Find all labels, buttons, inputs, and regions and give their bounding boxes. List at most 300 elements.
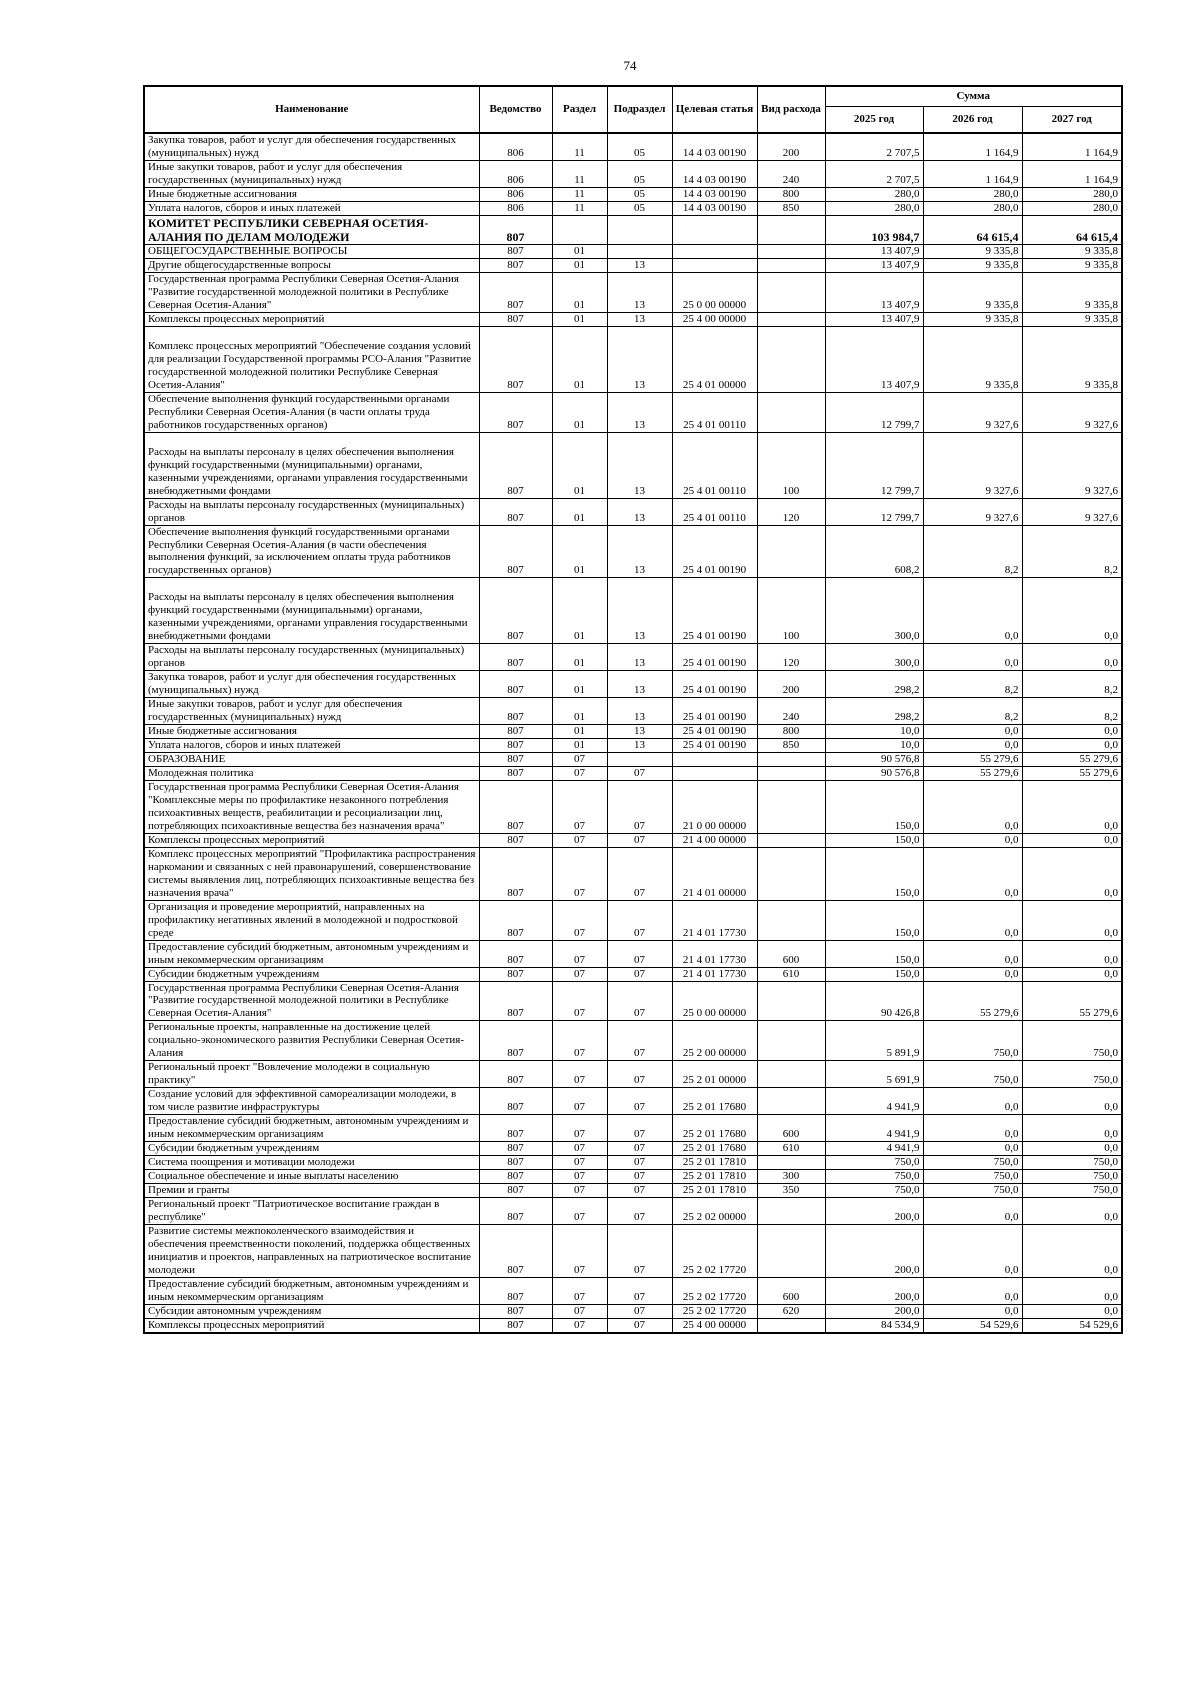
row-name: Иные закупки товаров, работ и услуг для обеспечения государственных (муниципальных) нужд xyxy=(144,160,479,187)
row-section: 01 xyxy=(552,498,607,525)
page-number: 74 xyxy=(623,58,637,73)
row-section: 11 xyxy=(552,160,607,187)
row-expense-type: 200 xyxy=(757,133,825,160)
row-name: Региональный проект "Патриотическое воспитание граждан в республике" xyxy=(144,1198,479,1225)
row-sum-2025: 298,2 xyxy=(825,698,923,725)
row-subsection: 13 xyxy=(607,392,672,432)
row-section: 01 xyxy=(552,739,607,753)
row-ministry: 807 xyxy=(479,1142,552,1156)
row-subsection: 07 xyxy=(607,1156,672,1170)
row-ministry: 807 xyxy=(479,833,552,847)
table-row xyxy=(144,725,1122,739)
row-expense-type xyxy=(757,326,825,392)
row-sum-2025: 150,0 xyxy=(825,940,923,967)
row-name: Комплекс процессных мероприятий "Профилактика распространения наркомании и связанных с ней правонарушений, совершенствование системы выявления лиц, потребляющих психоактивные вещества без назначения врача" xyxy=(144,847,479,900)
row-name: Молодежная политика xyxy=(144,767,479,781)
row-sum-2027: 9 327,6 xyxy=(1022,432,1122,498)
row-name: Обеспечение выполнения функций государственными органами Республики Северная Осетия-Алания (в части обеспечения выполнения функций, за исключением оплаты труда работников государственных органов) xyxy=(144,525,479,578)
row-ministry: 807 xyxy=(479,1198,552,1225)
row-subsection: 07 xyxy=(607,1224,672,1277)
row-target: 25 4 01 00190 xyxy=(672,578,757,644)
table-row xyxy=(144,671,1122,698)
row-ministry: 807 xyxy=(479,940,552,967)
row-sum-2026: 8,2 xyxy=(923,671,1022,698)
row-expense-type xyxy=(757,312,825,326)
row-expense-type xyxy=(757,245,825,259)
row-sum-2027: 0,0 xyxy=(1022,1088,1122,1115)
row-expense-type xyxy=(757,833,825,847)
row-sum-2027: 280,0 xyxy=(1022,201,1122,215)
row-sum-2026: 54 529,6 xyxy=(923,1318,1022,1332)
row-sum-2027: 64 615,4 xyxy=(1022,215,1122,244)
row-ministry: 807 xyxy=(479,847,552,900)
row-target xyxy=(672,753,757,767)
row-section: 11 xyxy=(552,201,607,215)
row-sum-2025: 13 407,9 xyxy=(825,259,923,273)
row-target: 21 0 00 00000 xyxy=(672,780,757,833)
row-sum-2026: 0,0 xyxy=(923,1198,1022,1225)
row-section: 07 xyxy=(552,1184,607,1198)
row-name: Субсидии автономным учреждениям xyxy=(144,1304,479,1318)
row-sum-2027: 0,0 xyxy=(1022,1142,1122,1156)
row-sum-2026: 280,0 xyxy=(923,201,1022,215)
row-subsection: 07 xyxy=(607,847,672,900)
row-subsection: 13 xyxy=(607,698,672,725)
row-target: 25 2 02 00000 xyxy=(672,1198,757,1225)
row-target: 25 4 00 00000 xyxy=(672,312,757,326)
row-sum-2025: 12 799,7 xyxy=(825,432,923,498)
table-row xyxy=(144,940,1122,967)
row-target: 25 4 01 00190 xyxy=(672,525,757,578)
table-row xyxy=(144,525,1122,578)
row-sum-2027: 0,0 xyxy=(1022,1304,1122,1318)
row-sum-2025: 103 984,7 xyxy=(825,215,923,244)
row-target: 14 4 03 00190 xyxy=(672,201,757,215)
table-row xyxy=(144,312,1122,326)
row-ministry: 807 xyxy=(479,753,552,767)
row-sum-2025: 200,0 xyxy=(825,1198,923,1225)
row-name: Региональные проекты, направленные на достижение целей социально-экономического развития Республики Северная Осетия-Алания xyxy=(144,1021,479,1061)
row-sum-2027: 55 279,6 xyxy=(1022,753,1122,767)
row-sum-2027: 9 335,8 xyxy=(1022,312,1122,326)
row-sum-2026: 0,0 xyxy=(923,1304,1022,1318)
row-expense-type xyxy=(757,767,825,781)
row-name: Субсидии бюджетным учреждениям xyxy=(144,1142,479,1156)
table-row xyxy=(144,1088,1122,1115)
row-ministry: 806 xyxy=(479,201,552,215)
row-sum-2025: 200,0 xyxy=(825,1224,923,1277)
row-name: Государственная программа Республики Северная Осетия-Алания "Развитие государственной молодежной политики в Республике Северная Осетия-Алания" xyxy=(144,981,479,1021)
row-sum-2026: 0,0 xyxy=(923,900,1022,940)
row-subsection: 13 xyxy=(607,273,672,313)
row-sum-2027: 750,0 xyxy=(1022,1170,1122,1184)
table-row xyxy=(144,1021,1122,1061)
row-subsection: 07 xyxy=(607,940,672,967)
row-ministry: 807 xyxy=(479,312,552,326)
table-row xyxy=(144,578,1122,644)
row-ministry: 807 xyxy=(479,273,552,313)
row-ministry: 807 xyxy=(479,1115,552,1142)
row-sum-2026: 9 335,8 xyxy=(923,312,1022,326)
row-name: Система поощрения и мотивации молодежи xyxy=(144,1156,479,1170)
row-sum-2026: 9 335,8 xyxy=(923,259,1022,273)
row-section: 01 xyxy=(552,432,607,498)
row-name: Закупка товаров, работ и услуг для обеспечения государственных (муниципальных) нужд xyxy=(144,671,479,698)
row-target: 21 4 01 17730 xyxy=(672,967,757,981)
row-ministry: 807 xyxy=(479,698,552,725)
row-section: 07 xyxy=(552,1021,607,1061)
row-sum-2027: 55 279,6 xyxy=(1022,767,1122,781)
row-name: Расходы на выплаты персоналу государственных (муниципальных) органов xyxy=(144,644,479,671)
row-name: Развитие системы межпоколенческого взаимодействия и обеспечения преемственности поколений, поддержка общественных инициатив и проектов, направленных на патриотическое воспитание молодежи xyxy=(144,1224,479,1277)
row-ministry: 807 xyxy=(479,1061,552,1088)
table-row xyxy=(144,259,1122,273)
row-sum-2027: 0,0 xyxy=(1022,725,1122,739)
row-name: Иные бюджетные ассигнования xyxy=(144,725,479,739)
row-subsection: 05 xyxy=(607,160,672,187)
row-sum-2026: 1 164,9 xyxy=(923,160,1022,187)
row-sum-2025: 280,0 xyxy=(825,201,923,215)
row-section: 07 xyxy=(552,1142,607,1156)
row-sum-2027: 0,0 xyxy=(1022,847,1122,900)
row-target: 25 4 01 00190 xyxy=(672,739,757,753)
row-target xyxy=(672,259,757,273)
row-target: 25 2 01 17680 xyxy=(672,1115,757,1142)
row-ministry: 807 xyxy=(479,1088,552,1115)
row-expense-type xyxy=(757,1088,825,1115)
row-sum-2025: 2 707,5 xyxy=(825,133,923,160)
row-expense-type: 800 xyxy=(757,725,825,739)
header-target: Целевая статья xyxy=(672,86,757,133)
row-sum-2027: 1 164,9 xyxy=(1022,133,1122,160)
row-subsection: 07 xyxy=(607,1021,672,1061)
row-section: 07 xyxy=(552,1277,607,1304)
table-row xyxy=(144,245,1122,259)
row-subsection: 07 xyxy=(607,1061,672,1088)
row-sum-2026: 0,0 xyxy=(923,833,1022,847)
table-row xyxy=(144,1198,1122,1225)
row-subsection xyxy=(607,245,672,259)
row-expense-type xyxy=(757,1021,825,1061)
row-sum-2026: 750,0 xyxy=(923,1184,1022,1198)
row-sum-2026: 0,0 xyxy=(923,1224,1022,1277)
row-name: КОМИТЕТ РЕСПУБЛИКИ СЕВЕРНАЯ ОСЕТИЯ-АЛАНИЯ ПО ДЕЛАМ МОЛОДЕЖИ xyxy=(144,215,479,244)
row-section: 07 xyxy=(552,1198,607,1225)
row-sum-2027: 8,2 xyxy=(1022,671,1122,698)
row-target: 25 4 01 00190 xyxy=(672,725,757,739)
table-row xyxy=(144,201,1122,215)
row-sum-2025: 300,0 xyxy=(825,578,923,644)
row-target: 21 4 01 00000 xyxy=(672,847,757,900)
table-row xyxy=(144,753,1122,767)
row-expense-type: 200 xyxy=(757,671,825,698)
row-ministry: 807 xyxy=(479,215,552,244)
row-section: 07 xyxy=(552,1088,607,1115)
row-subsection: 13 xyxy=(607,498,672,525)
table-row xyxy=(144,215,1122,244)
row-subsection: 07 xyxy=(607,780,672,833)
row-sum-2026: 0,0 xyxy=(923,1088,1022,1115)
row-ministry: 806 xyxy=(479,133,552,160)
row-subsection xyxy=(607,215,672,244)
row-sum-2025: 13 407,9 xyxy=(825,245,923,259)
row-sum-2025: 10,0 xyxy=(825,725,923,739)
row-ministry: 807 xyxy=(479,644,552,671)
row-expense-type xyxy=(757,1061,825,1088)
row-target xyxy=(672,767,757,781)
row-subsection: 13 xyxy=(607,644,672,671)
table-row xyxy=(144,1156,1122,1170)
row-expense-type: 100 xyxy=(757,432,825,498)
row-target: 25 2 01 00000 xyxy=(672,1061,757,1088)
header-section: Раздел xyxy=(552,86,607,133)
row-section: 01 xyxy=(552,525,607,578)
row-sum-2027: 0,0 xyxy=(1022,1224,1122,1277)
row-expense-type xyxy=(757,215,825,244)
row-section: 07 xyxy=(552,847,607,900)
row-sum-2026: 55 279,6 xyxy=(923,753,1022,767)
header-expense-type: Вид расхода xyxy=(757,86,825,133)
table-row xyxy=(144,1170,1122,1184)
row-name: Региональный проект "Вовлечение молодежи в социальную практику" xyxy=(144,1061,479,1088)
row-sum-2025: 84 534,9 xyxy=(825,1318,923,1332)
row-name: Уплата налогов, сборов и иных платежей xyxy=(144,739,479,753)
header-sum: Сумма xyxy=(825,86,1122,107)
row-sum-2027: 0,0 xyxy=(1022,1115,1122,1142)
row-sum-2027: 750,0 xyxy=(1022,1021,1122,1061)
row-section xyxy=(552,215,607,244)
row-section: 07 xyxy=(552,833,607,847)
row-expense-type: 120 xyxy=(757,644,825,671)
row-expense-type xyxy=(757,1318,825,1332)
row-sum-2026: 9 335,8 xyxy=(923,273,1022,313)
row-sum-2027: 9 327,6 xyxy=(1022,392,1122,432)
row-target: 25 2 01 17680 xyxy=(672,1088,757,1115)
row-sum-2025: 13 407,9 xyxy=(825,312,923,326)
table-row xyxy=(144,160,1122,187)
row-sum-2025: 12 799,7 xyxy=(825,392,923,432)
row-sum-2026: 0,0 xyxy=(923,578,1022,644)
row-sum-2026: 750,0 xyxy=(923,1021,1022,1061)
row-sum-2026: 0,0 xyxy=(923,967,1022,981)
row-ministry: 807 xyxy=(479,245,552,259)
table-row xyxy=(144,1115,1122,1142)
row-name: Закупка товаров, работ и услуг для обеспечения государственных (муниципальных) нужд xyxy=(144,133,479,160)
row-section: 07 xyxy=(552,753,607,767)
row-target: 25 2 01 17810 xyxy=(672,1170,757,1184)
row-subsection: 13 xyxy=(607,725,672,739)
row-target: 21 4 01 17730 xyxy=(672,900,757,940)
row-target: 25 4 01 00000 xyxy=(672,326,757,392)
row-sum-2027: 0,0 xyxy=(1022,578,1122,644)
row-name: ОБЩЕГОСУДАРСТВЕННЫЕ ВОПРОСЫ xyxy=(144,245,479,259)
row-sum-2025: 90 576,8 xyxy=(825,767,923,781)
row-section: 11 xyxy=(552,187,607,201)
row-expense-type xyxy=(757,981,825,1021)
table-row xyxy=(144,1224,1122,1277)
row-target: 25 4 01 00110 xyxy=(672,432,757,498)
row-expense-type: 100 xyxy=(757,578,825,644)
row-expense-type xyxy=(757,1224,825,1277)
row-target: 25 2 01 17810 xyxy=(672,1156,757,1170)
row-expense-type xyxy=(757,753,825,767)
row-target: 25 4 01 00190 xyxy=(672,698,757,725)
row-target: 14 4 03 00190 xyxy=(672,160,757,187)
row-expense-type: 850 xyxy=(757,739,825,753)
row-sum-2025: 10,0 xyxy=(825,739,923,753)
row-sum-2025: 13 407,9 xyxy=(825,273,923,313)
row-subsection: 13 xyxy=(607,739,672,753)
row-sum-2027: 750,0 xyxy=(1022,1184,1122,1198)
row-name: Расходы на выплаты персоналу государственных (муниципальных) органов xyxy=(144,498,479,525)
row-sum-2027: 55 279,6 xyxy=(1022,981,1122,1021)
row-sum-2026: 9 327,6 xyxy=(923,392,1022,432)
row-ministry: 807 xyxy=(479,1170,552,1184)
row-sum-2027: 0,0 xyxy=(1022,780,1122,833)
row-sum-2026: 0,0 xyxy=(923,644,1022,671)
row-name: Социальное обеспечение и иные выплаты населению xyxy=(144,1170,479,1184)
row-ministry: 807 xyxy=(479,498,552,525)
table-row xyxy=(144,1304,1122,1318)
row-sum-2027: 8,2 xyxy=(1022,525,1122,578)
row-name: Обеспечение выполнения функций государственными органами Республики Северная Осетия-Алания (в части оплаты труда работников государственных органов) xyxy=(144,392,479,432)
table-row xyxy=(144,644,1122,671)
row-expense-type: 600 xyxy=(757,940,825,967)
row-subsection: 13 xyxy=(607,525,672,578)
table-row xyxy=(144,739,1122,753)
row-section: 11 xyxy=(552,133,607,160)
row-target: 25 4 01 00190 xyxy=(672,644,757,671)
row-name: Комплекс процессных мероприятий "Обеспечение создания условий для реализации Государственной программы РСО-Алания "Развитие государственной молодежной политики Республике Северная Осетия-Алания" xyxy=(144,326,479,392)
row-section: 07 xyxy=(552,1115,607,1142)
row-sum-2026: 9 327,6 xyxy=(923,498,1022,525)
table-row xyxy=(144,900,1122,940)
row-target: 25 4 01 00190 xyxy=(672,671,757,698)
header-ministry: Ведомство xyxy=(479,86,552,133)
row-sum-2026: 55 279,6 xyxy=(923,767,1022,781)
row-section: 07 xyxy=(552,767,607,781)
row-subsection: 13 xyxy=(607,259,672,273)
row-target: 25 0 00 00000 xyxy=(672,981,757,1021)
row-name: Уплата налогов, сборов и иных платежей xyxy=(144,201,479,215)
row-name: ОБРАЗОВАНИЕ xyxy=(144,753,479,767)
table-row xyxy=(144,847,1122,900)
row-subsection: 07 xyxy=(607,1304,672,1318)
table-row xyxy=(144,967,1122,981)
table-row xyxy=(144,432,1122,498)
row-sum-2026: 0,0 xyxy=(923,725,1022,739)
row-sum-2027: 0,0 xyxy=(1022,940,1122,967)
row-subsection: 07 xyxy=(607,1115,672,1142)
row-section: 01 xyxy=(552,326,607,392)
row-sum-2025: 4 941,9 xyxy=(825,1115,923,1142)
row-sum-2027: 280,0 xyxy=(1022,187,1122,201)
row-target: 25 4 00 00000 xyxy=(672,1318,757,1332)
row-name: Комплексы процессных мероприятий xyxy=(144,833,479,847)
row-subsection xyxy=(607,753,672,767)
row-section: 01 xyxy=(552,644,607,671)
row-ministry: 807 xyxy=(479,780,552,833)
row-sum-2026: 750,0 xyxy=(923,1061,1022,1088)
row-name: Создание условий для эффективной самореализации молодежи, в том числе развитие инфраструктуры xyxy=(144,1088,479,1115)
row-expense-type xyxy=(757,847,825,900)
row-sum-2025: 608,2 xyxy=(825,525,923,578)
row-subsection: 07 xyxy=(607,833,672,847)
row-section: 07 xyxy=(552,1156,607,1170)
row-ministry: 807 xyxy=(479,1304,552,1318)
row-section: 07 xyxy=(552,967,607,981)
row-ministry: 807 xyxy=(479,981,552,1021)
row-sum-2027: 0,0 xyxy=(1022,833,1122,847)
row-expense-type xyxy=(757,525,825,578)
row-expense-type: 610 xyxy=(757,1142,825,1156)
row-subsection: 07 xyxy=(607,981,672,1021)
row-sum-2026: 280,0 xyxy=(923,187,1022,201)
table-row xyxy=(144,392,1122,432)
row-name: Субсидии бюджетным учреждениям xyxy=(144,967,479,981)
row-target: 25 2 02 17720 xyxy=(672,1224,757,1277)
row-sum-2025: 200,0 xyxy=(825,1304,923,1318)
row-target: 21 4 01 17730 xyxy=(672,940,757,967)
row-subsection: 07 xyxy=(607,1184,672,1198)
row-expense-type: 120 xyxy=(757,498,825,525)
table-row xyxy=(144,187,1122,201)
row-target: 25 0 00 00000 xyxy=(672,273,757,313)
row-sum-2026: 55 279,6 xyxy=(923,981,1022,1021)
row-section: 01 xyxy=(552,671,607,698)
table-header xyxy=(144,86,1122,133)
row-target: 25 2 00 00000 xyxy=(672,1021,757,1061)
row-name: Государственная программа Республики Северная Осетия-Алания "Комплексные меры по профилактике незаконного потребления психоактивных веществ, реабилитации и ресоциализации лиц, потребляющих психоактивные вещества без назначения врача" xyxy=(144,780,479,833)
table-row xyxy=(144,1184,1122,1198)
row-sum-2025: 150,0 xyxy=(825,847,923,900)
row-expense-type: 350 xyxy=(757,1184,825,1198)
row-section: 07 xyxy=(552,1170,607,1184)
row-sum-2025: 200,0 xyxy=(825,1277,923,1304)
row-sum-2025: 12 799,7 xyxy=(825,498,923,525)
row-section: 01 xyxy=(552,312,607,326)
row-subsection: 07 xyxy=(607,1277,672,1304)
header-year-2025: 2025 год xyxy=(825,107,923,134)
table-row xyxy=(144,780,1122,833)
row-subsection: 05 xyxy=(607,133,672,160)
row-sum-2026: 0,0 xyxy=(923,1277,1022,1304)
row-sum-2026: 0,0 xyxy=(923,739,1022,753)
row-target: 14 4 03 00190 xyxy=(672,187,757,201)
row-sum-2025: 4 941,9 xyxy=(825,1142,923,1156)
row-sum-2027: 9 335,8 xyxy=(1022,259,1122,273)
row-subsection: 07 xyxy=(607,1142,672,1156)
row-sum-2026: 0,0 xyxy=(923,780,1022,833)
row-name: Предоставление субсидий бюджетным, автономным учреждениям и иным некоммерческим организациям xyxy=(144,940,479,967)
table-row xyxy=(144,981,1122,1021)
row-expense-type xyxy=(757,900,825,940)
table-row xyxy=(144,698,1122,725)
row-sum-2026: 64 615,4 xyxy=(923,215,1022,244)
row-sum-2025: 750,0 xyxy=(825,1170,923,1184)
row-sum-2025: 90 576,8 xyxy=(825,753,923,767)
row-section: 07 xyxy=(552,940,607,967)
row-section: 07 xyxy=(552,1318,607,1332)
table-row xyxy=(144,133,1122,160)
row-ministry: 807 xyxy=(479,392,552,432)
table-row xyxy=(144,1142,1122,1156)
row-ministry: 807 xyxy=(479,1277,552,1304)
row-subsection: 07 xyxy=(607,967,672,981)
row-ministry: 807 xyxy=(479,967,552,981)
row-sum-2025: 298,2 xyxy=(825,671,923,698)
row-sum-2025: 150,0 xyxy=(825,780,923,833)
